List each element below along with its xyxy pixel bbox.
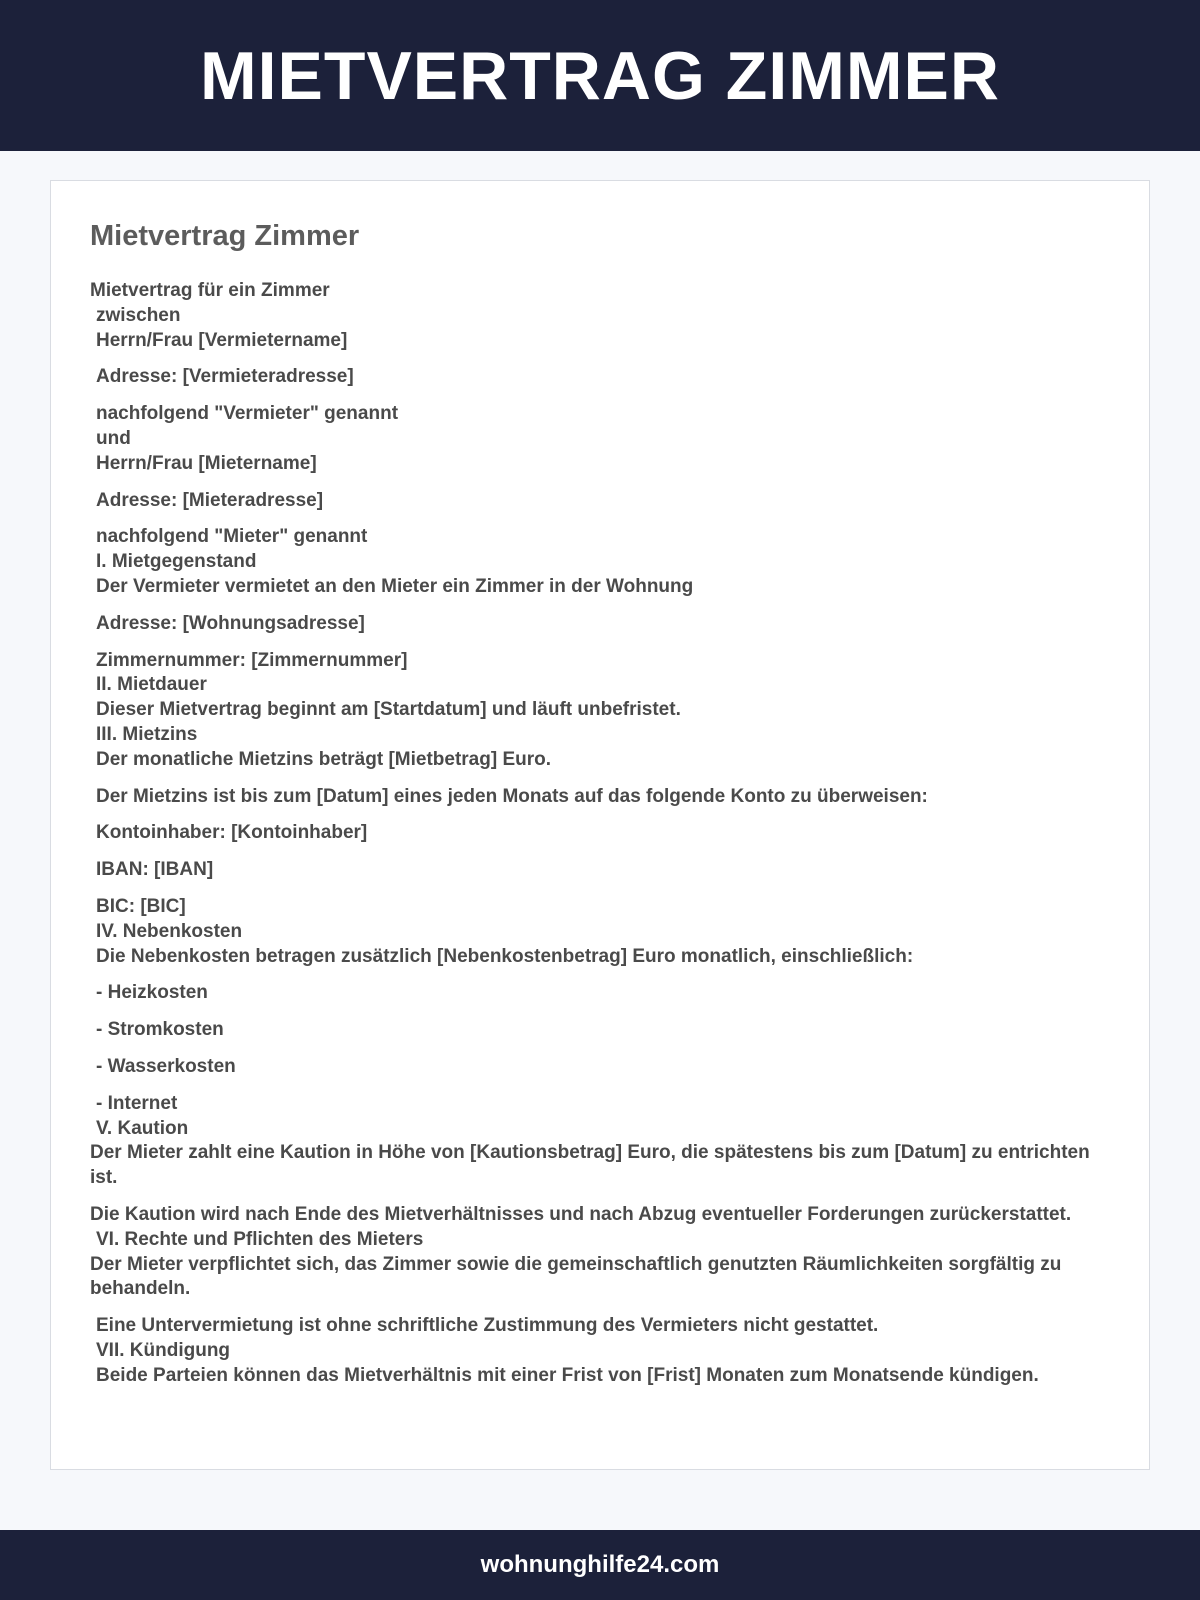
document-paragraph — [90, 1092, 1110, 1191]
document-paragraph — [90, 785, 1110, 810]
document-line: Kontoinhaber: [Kontoinhaber] — [96, 822, 368, 844]
page-footer — [0, 1530, 1200, 1600]
document-line: Die Nebenkosten betragen zusätzlich [Nebenkostenbetrag] Euro monatlich, einschließlich: — [96, 945, 914, 967]
document-line: Mietvertrag für ein Zimmer — [90, 280, 330, 301]
document-line: Der Mieter zahlt eine Kaution in Höhe von [Kautionsbetrag] Euro, die spätestens bis zum [Datum] zu entrichten ist. — [90, 1142, 1090, 1189]
footer-site-name: wohnunghilfe24.com — [480, 1551, 720, 1578]
document-line: Der Vermieter vermietet an den Mieter ein Zimmer in der Wohnung — [96, 575, 694, 597]
document-line: IBAN: [IBAN] — [96, 859, 214, 881]
document-line: V. Kaution — [96, 1117, 189, 1139]
document-paragraph — [90, 1018, 1110, 1043]
document-line: Der Mieter verpflichtet sich, das Zimmer sowie die gemeinschaftlich genutzten Räumlichkeiten sorgfältig zu behandeln. — [90, 1253, 1062, 1300]
document-line: - Wasserkosten — [96, 1055, 236, 1077]
document-paragraph — [90, 402, 1110, 476]
document-line: - Stromkosten — [96, 1019, 224, 1041]
document-line: Der monatliche Mietzins beträgt [Mietbetrag] Euro. — [96, 748, 551, 770]
document-line: - Internet — [96, 1092, 178, 1114]
document-title: Mietvertrag Zimmer — [90, 220, 360, 252]
page-header — [0, 0, 1200, 151]
document-body — [90, 279, 1110, 1400]
document-paragraph — [90, 365, 1110, 390]
document-paragraph — [90, 612, 1110, 637]
document-paragraph — [90, 649, 1110, 773]
document-line: Adresse: [Mieteradresse] — [96, 489, 324, 511]
document-line: Eine Untervermietung ist ohne schriftliche Zustimmung des Vermieters nicht gestattet. — [96, 1315, 879, 1337]
document-line: Der Mietzins ist bis zum [Datum] eines jeden Monats auf das folgende Konto zu überweisen: — [96, 785, 928, 807]
header-title: MIETVERTRAG ZIMMER — [200, 37, 1000, 114]
document-paragraph — [90, 1055, 1110, 1080]
document-card — [50, 180, 1150, 1470]
document-paragraph — [90, 1203, 1110, 1302]
document-line: VII. Kündigung — [96, 1339, 231, 1361]
document-paragraph — [90, 1314, 1110, 1388]
document-paragraph — [90, 821, 1110, 846]
document-line: Herrn/Frau [Mietername] — [96, 452, 317, 474]
document-line: I. Mietgegenstand — [96, 551, 257, 573]
document-line: Adresse: [Vermieteradresse] — [96, 366, 354, 388]
document-line: VI. Rechte und Pflichten des Mieters — [96, 1228, 424, 1250]
document-line: Dieser Mietvertrag beginnt am [Startdatum] und läuft unbefristet. — [96, 699, 681, 721]
document-line: nachfolgend "Mieter" genannt — [96, 526, 368, 548]
document-line: Zimmernummer: [Zimmernummer] — [96, 649, 408, 671]
document-line: II. Mietdauer — [96, 674, 207, 696]
document-paragraph — [90, 489, 1110, 514]
document-paragraph — [90, 981, 1110, 1006]
document-line: und — [96, 427, 131, 449]
document-line: BIC: [BIC] — [96, 895, 186, 917]
document-paragraph — [90, 895, 1110, 969]
document-line: Beide Parteien können das Mietverhältnis mit einer Frist von [Frist] Monaten zum Monatsende kündigen. — [96, 1364, 1039, 1386]
document-line: Herrn/Frau [Vermietername] — [96, 329, 348, 351]
document-paragraph — [90, 858, 1110, 883]
document-paragraph — [90, 279, 1110, 353]
document-line: Die Kaution wird nach Ende des Mietverhältnisses und nach Abzug eventueller Forderungen zurückerstattet. — [90, 1203, 1072, 1225]
document-line: Adresse: [Wohnungsadresse] — [96, 612, 365, 634]
document-paragraph — [90, 525, 1110, 599]
document-line: III. Mietzins — [96, 723, 198, 745]
document-line: nachfolgend "Vermieter" genannt — [96, 403, 399, 425]
document-line: - Heizkosten — [96, 982, 208, 1004]
document-line: IV. Nebenkosten — [96, 920, 243, 942]
document-line: zwischen — [96, 304, 181, 326]
